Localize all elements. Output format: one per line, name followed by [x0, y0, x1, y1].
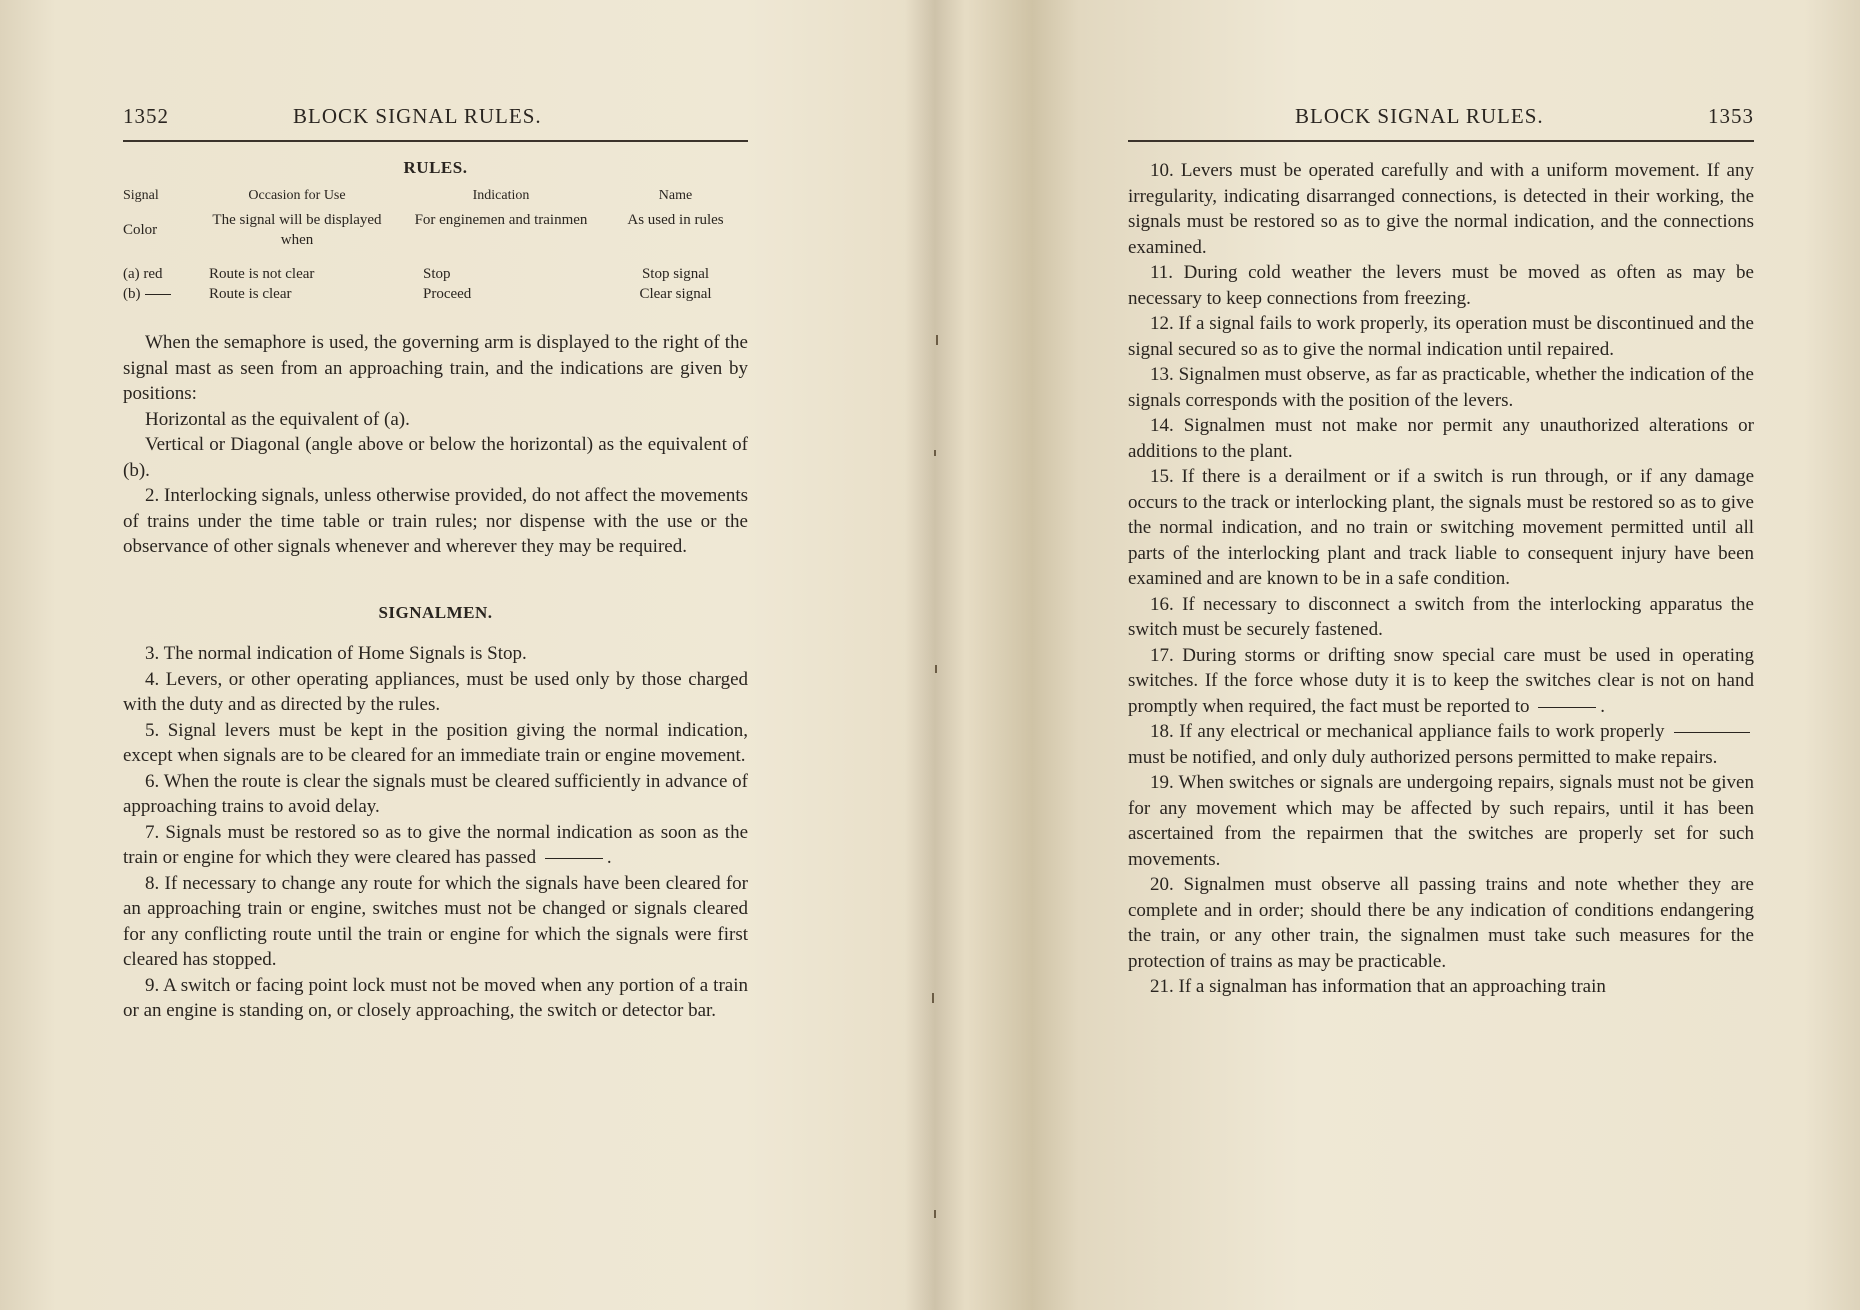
rule-19: 19. When switches or signals are undergoing repairs, signals must not be given for any movement which may be affected by such repairs, until it has been ascertained from the repairmen that the switches are properly set for such movements. — [1128, 772, 1754, 870]
rule-16: 16. If necessary to disconnect a switch from the interlocking apparatus the switch must be securely fastened. — [1128, 593, 1754, 640]
page-number: 1352 — [123, 104, 169, 128]
table-cell: Color — [123, 222, 158, 238]
signal-table — [123, 184, 748, 304]
table-header: Indication — [472, 188, 530, 203]
table-spacer — [123, 250, 748, 264]
rules-section — [123, 158, 748, 304]
table-cell: The signal will be displayed when — [212, 212, 382, 248]
rule-12: 12. If a signal fails to work properly, its operation must be discontinued and the signal secured so as to give the normal indication until repaired. — [1128, 313, 1754, 360]
blank-line — [145, 294, 171, 295]
rule-17 — [1128, 643, 1754, 720]
left-page — [123, 0, 748, 1310]
rule-18 — [1128, 719, 1754, 770]
rule-17-end: . — [1600, 695, 1606, 717]
table-cell: Proceed — [423, 286, 472, 302]
gutter-mark — [936, 335, 938, 345]
table-cell: Clear signal — [639, 286, 712, 302]
rule-7-text: 7. Signals must be restored so as to give the normal indication as soon as the train or engine for which they were cleared has passed — [123, 821, 748, 868]
rule-13: 13. Signalmen must observe, as far as practicable, whether the indication of the signals corresponds with the position of the levers. — [1128, 364, 1754, 411]
left-running-head — [123, 104, 748, 134]
table-header: Signal — [123, 188, 159, 203]
rule-3: 3. The normal indication of Home Signals is Stop. — [145, 643, 527, 664]
table-row — [123, 264, 748, 284]
table-row — [123, 210, 748, 250]
gutter-mark — [932, 993, 934, 1003]
rule-18-text: 18. If any electrical or mechanical appliance fails to work properly — [1150, 721, 1665, 742]
table-cell: Route is not clear — [209, 266, 315, 282]
table-cell: As used in rules — [627, 212, 724, 228]
book-gutter — [905, 0, 965, 1310]
left-body — [123, 330, 748, 1024]
rule-21: 21. If a signalman has information that an approaching train — [1150, 976, 1606, 997]
right-running-head — [1128, 104, 1754, 134]
rule-17-text: 17. During storms or drifting snow special care must be used in operating switches. If the force whose duty it is to keep the switches clear is not on hand promptly when required, the fact must be reported to — [1128, 644, 1754, 717]
signalmen-heading: SIGNALMEN. — [378, 602, 493, 622]
header-rule — [1128, 140, 1754, 142]
table-cell: Stop signal — [641, 266, 710, 282]
right-body — [1128, 158, 1754, 1000]
table-cell: Stop — [423, 266, 451, 282]
rule-18-text-end: must be notified, and only duly authorized persons permitted to make repairs. — [1128, 746, 1718, 768]
page-number: 1353 — [1708, 104, 1754, 128]
rule-7 — [123, 820, 748, 871]
rule-10: 10. Levers must be operated carefully and with a uniform movement. If any irregularity, indicating disarranged connections, is detected in their working, the signals must be restored so as to give the normal indication, and the connections examined. — [1128, 160, 1754, 258]
rule-20: 20. Signalmen must observe all passing trains and note whether they are complete and in order; should there be any indication of conditions endangering the train, or any other train, the signalmen must take such measures for the protection of trains as may be practicable. — [1128, 874, 1754, 972]
gutter-mark — [934, 1210, 936, 1218]
right-page — [1128, 0, 1754, 1310]
rule-15: 15. If there is a derailment or if a switch is run through, or if any damage occurs to the track or interlocking plant, the signals must be restored so as to give the normal indication, and no train or switching movement permitted until all parts of the interlocking plant and track liable to consequent injury have been examined and are known to be in a safe condition. — [1128, 466, 1754, 589]
rule-5: 5. Signal levers must be kept in the position giving the normal indication, except when signals are to be cleared for an immediate train or engine movement. — [123, 719, 748, 766]
table-cell — [123, 284, 195, 304]
table-row — [123, 284, 748, 304]
blank-line — [1538, 707, 1596, 708]
running-title: BLOCK SIGNAL RULES. — [1295, 104, 1544, 128]
running-title: BLOCK SIGNAL RULES. — [293, 104, 542, 128]
table-cell: Route is clear — [209, 286, 292, 302]
rule-9: 9. A switch or facing point lock must not be moved when any portion of a train or an engine is standing on, or closely approaching, the switch or detector bar. — [123, 974, 748, 1021]
rule-14: 14. Signalmen must not make nor permit any unauthorized alterations or additions to the plant. — [1128, 415, 1754, 462]
gutter-mark — [935, 665, 937, 673]
gutter-mark — [934, 450, 936, 456]
rule-7-end: . — [606, 847, 612, 868]
rule-2: 2. Interlocking signals, unless otherwise provided, do not affect the movements of trains under the time table or train rules; nor dispense with the use or the observance of other signals whenever and wherever they may be required. — [123, 485, 748, 557]
paragraph: Vertical or Diagonal (angle above or below the horizontal) as the equivalent of (b). — [123, 434, 748, 481]
rule-11: 11. During cold weather the levers must be moved as often as may be necessary to keep connections from freezing. — [1128, 262, 1754, 309]
blank-line — [1674, 732, 1750, 733]
blank-line — [545, 858, 603, 859]
paragraph: When the semaphore is used, the governing arm is displayed to the right of the signal mast as seen from an approaching train, and the indications are given by positions: — [123, 332, 748, 404]
rules-heading: RULES. — [403, 158, 468, 177]
table-cell: (a) red — [123, 266, 163, 282]
table-header: Name — [658, 188, 693, 203]
rule-4: 4. Levers, or other operating appliances, must be used only by those charged with the duty and as directed by the rules. — [123, 668, 748, 715]
table-header: Occasion for Use — [248, 188, 346, 203]
rule-6: 6. When the route is clear the signals must be cleared sufficiently in advance of approaching trains to avoid delay. — [123, 770, 748, 817]
signal-label: (b) — [123, 286, 141, 302]
table-header-row — [123, 184, 748, 210]
paragraph: Horizontal as the equivalent of (a). — [145, 408, 410, 430]
rule-8: 8. If necessary to change any route for which the signals have been cleared for an approaching train or engine, switches must not be changed or signals cleared for any conflicting route until the train or engine for which the signals were first cleared has stopped. — [123, 872, 748, 970]
header-rule — [123, 140, 748, 142]
table-cell: For enginemen and trainmen — [414, 212, 588, 228]
